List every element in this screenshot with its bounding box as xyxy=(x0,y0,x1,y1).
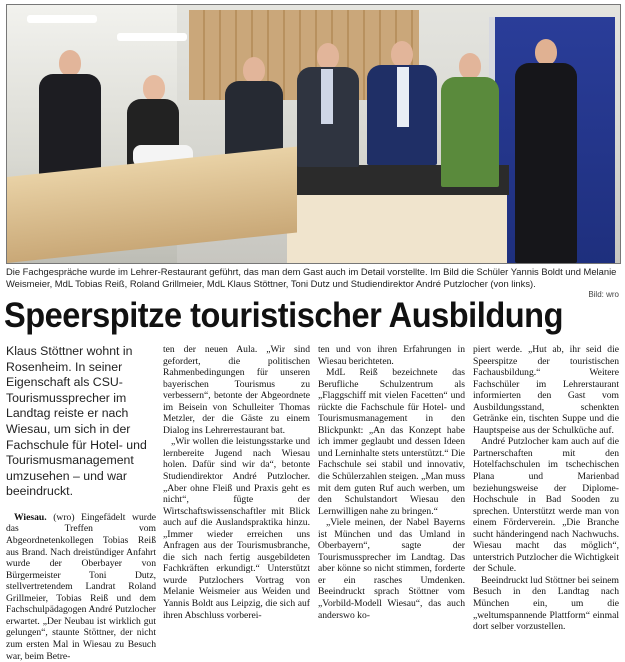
ceiling-light xyxy=(117,33,187,41)
article-column-4 xyxy=(473,344,619,633)
dateline: Wiesau. xyxy=(14,511,47,523)
ceiling-light xyxy=(27,15,97,23)
article-paragraph: ten der neuen Aula. „Wir sind gefordert, die politischen Rahmenbedingungen für unseren bayerischen Tourismus zu verbessern“, betonte der Abgeordnete im Beisein von Schulleiter Thomas Metzler, der die Gäste zu einem Dialog ins Lehrerrestaurant bat. xyxy=(163,344,310,436)
photo-caption: Die Fachgespräche wurde im Lehrer-Restaurant geführt, das man dem Gast auch im Detail vorstellte. Im Bild die Schüler Yannis Boldt und Melanie Weismeier, MdL Tobias Reiß, Roland Grillmeier, MdL Klaus Stöttner, Toni Dutz und Studiendirektor André Putzlocher (von links). xyxy=(6,266,617,289)
article-paragraph: MdL Reiß bezeichnete das Berufliche Schulzentrum als „Flaggschiff mit vielen Facetten“ und rückte die Fachschule für Hotel- und Tourismusmanagement in den Blickpunkt: „An das Konzept habe ich immer geglaubt und dessen Ideen und Lerninhalte stets unterstützt.“ Die Fachschule sei stabil und innovativ, die Schülerzahlen steigen. „Man muss mit dem guten Ruf auch werben, um den Schulstandort Wiesau den Lernwilligen nahe zu bringen.“ xyxy=(318,367,465,517)
counter-front xyxy=(287,195,507,263)
article-paragraph: Beeindruckt lud Stöttner bei seinem Besuch in den Landtag nach München ein, um die „weltumspannende Plattform“ einmal dort selber vorzustellen. xyxy=(473,574,620,633)
article-column-2 xyxy=(163,344,310,621)
article-paragraph: „Wir wollen die leistungsstarke und lernbereite Jugend nach Wiesau holen. Dafür sind wir da“, betonte Studiendirektor André Putzlocher. „Aber ohne Fleiß und Praxis geht es nicht“, fügte der Wirtschaftswissenschaftler mit Blick auch auf die Auslandspraktika hinzu. „Immer wieder erreichen uns Anfragen aus der Tourismusbranche, die sich nach fertig ausgebildeten Fachkräften erkundigt.“ Unterstützt wurde Putzlochers Vortrag von Melanie Weismeier aus Weiden und Yannis Boldt aus Leipzig, die sich auf ihren Abschluss vorberei- xyxy=(163,436,310,621)
article-headline: Speerspitze touristischer Ausbildung xyxy=(4,296,564,335)
article-teaser: Klaus Stöttner wohnt in Rosenheim. In seiner Eigenschaft als CSU-Tourismussprecher im Landtag reiste er nach Wiesau, um sich in der Fachschule für Hotel- und Tourismusmanagement umzusehen – und war beeindruckt. xyxy=(6,344,147,499)
article-paragraph: ten und von ihren Erfahrungen in Wiesau berichteten. xyxy=(318,344,465,367)
photo-credit: Bild: wro xyxy=(588,290,619,299)
paragraph-text: (wro) Eingefädelt wurde das Treffen vom Abgeordnetenkollegen Tobias Reiß aus Brand. Nach dreistündiger Anfahrt wurde der Oberbayer von Bürgermeister Toni Dutz, stellvertretendem Landrat Roland Grillmeier, Tobias Reiß und dem Fachschulpädagogen André Putzlocher erwartet. „Der Neubau ist wirklich gut gelungen“, staunte Stöttner, der nicht zum ersten Mal in Wiesau zu Besuch war, beim Betre- xyxy=(6,511,156,662)
article-photo xyxy=(6,4,621,264)
article-paragraph: „Viele meinen, der Nabel Bayerns ist München und das Umland in Oberbayern“, sagte der Tourismussprecher im Landtag. Das aber könne so nicht stimmen, forderte er ein rasches Umdenken. Beeindruckt sprach Stöttner vom „Vorbild-Modell Wiesau“, das auch anderswo ko- xyxy=(318,517,465,621)
article-paragraph: André Putzlocher kam auch auf die Partnerschaften mit den Hotelfachschulen im tschechischen Plana und Marienbad beziehungsweise der Diplome-Hochschule in Bad Sooden zu sprechen. Unterstützt werde man von einem Förderverein. „Die Branche sucht händeringend nach Nachwuchs. Wiesau macht das möglich“, unterstrich Putzlocher die Wichtigkeit der Schule. xyxy=(473,436,619,575)
article-column-1 xyxy=(6,344,156,662)
article-paragraph xyxy=(6,512,156,662)
article-column-3 xyxy=(318,344,465,621)
article-paragraph: piert werde. „Hut ab, ihr seid die Speerspitze der touristischen Fachausbildung.“ Weitere Fachschüler im Lehrerstaurant informierten den Gast vom Ausbildungsstand, schenkten Getränke ein, tischten Suppe und die Hauptspeise aus der Schulküche auf. xyxy=(473,344,619,436)
